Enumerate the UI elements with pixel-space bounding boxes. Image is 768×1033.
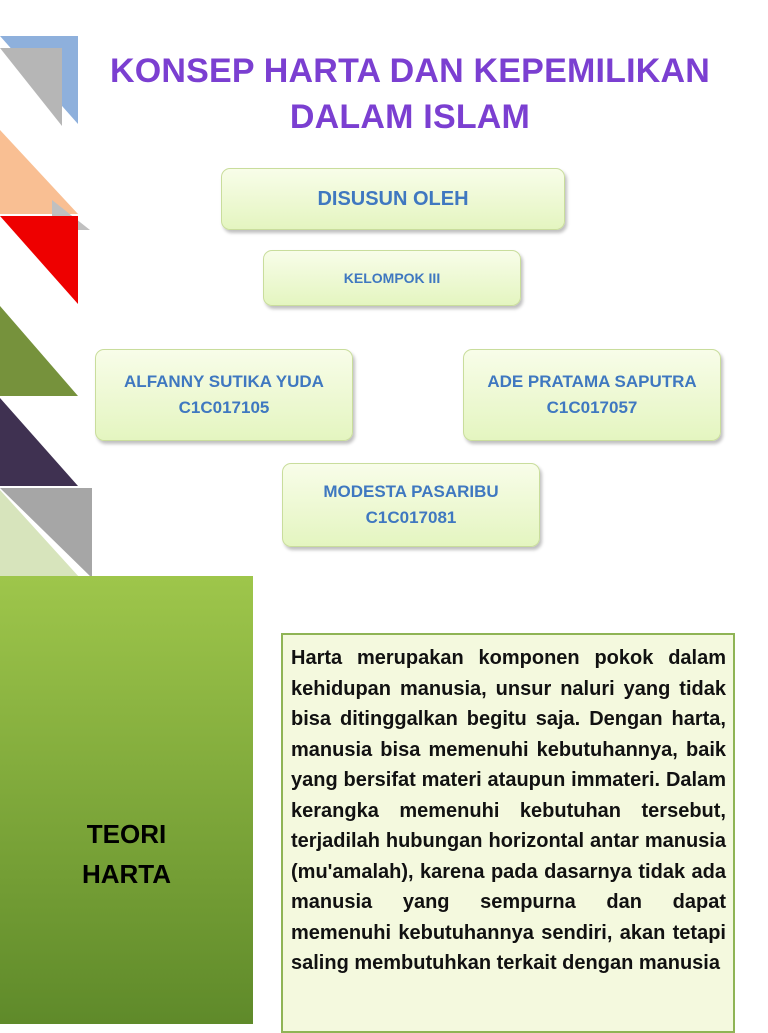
title-line-2: DALAM ISLAM <box>289 98 531 136</box>
member-box <box>282 463 540 547</box>
grey-triangle-top <box>0 48 62 126</box>
section-label-line-1: TEORI <box>86 819 167 849</box>
section-label-line-2: HARTA <box>81 859 172 889</box>
group-label: KELOMPOK III <box>343 270 441 286</box>
title-line-1: KONSEP HARTA DAN KEPEMILIKAN <box>109 52 710 90</box>
member-box <box>95 349 353 441</box>
member-id: C1C017081 <box>365 508 457 527</box>
red-triangle <box>0 216 78 304</box>
member-name: MODESTA PASARIBU <box>323 482 499 501</box>
group-box <box>263 250 521 306</box>
member-name: ALFANNY SUTIKA YUDA <box>124 372 324 391</box>
member-id: C1C017105 <box>178 398 270 417</box>
member-box <box>463 349 721 441</box>
member-name: ADE PRATAMA SAPUTRA <box>487 372 697 391</box>
section-body-text: Harta merupakan komponen pokok dalam kehidupan manusia, unsur naluri yang tidak bisa ditinggalkan begitu saja. Dengan harta, manusia bisa memenuhi kebutuhannya, baik yang bersifat materi ataupun immateri. Dalam kerangka memenuhi kebutuhan tersebut, terjadilah hubungan horizontal antar manusia (mu'amalah), karena pada dasarnya tidak ada manusia yang sempurna dan dapat memenuhi kebutuhannya sendiri, akan tetapi saling membutuhkan terkait dengan manusia <box>281 633 735 1033</box>
peach-triangle <box>0 130 78 214</box>
section-label <box>0 814 253 894</box>
authors-heading-box <box>221 168 565 230</box>
olive-triangle <box>0 306 78 396</box>
page-title <box>90 48 730 140</box>
section-label-panel <box>0 576 253 1024</box>
purple-triangle <box>0 398 78 486</box>
member-id: C1C017057 <box>546 398 638 417</box>
authors-heading: DISUSUN OLEH <box>317 187 469 210</box>
